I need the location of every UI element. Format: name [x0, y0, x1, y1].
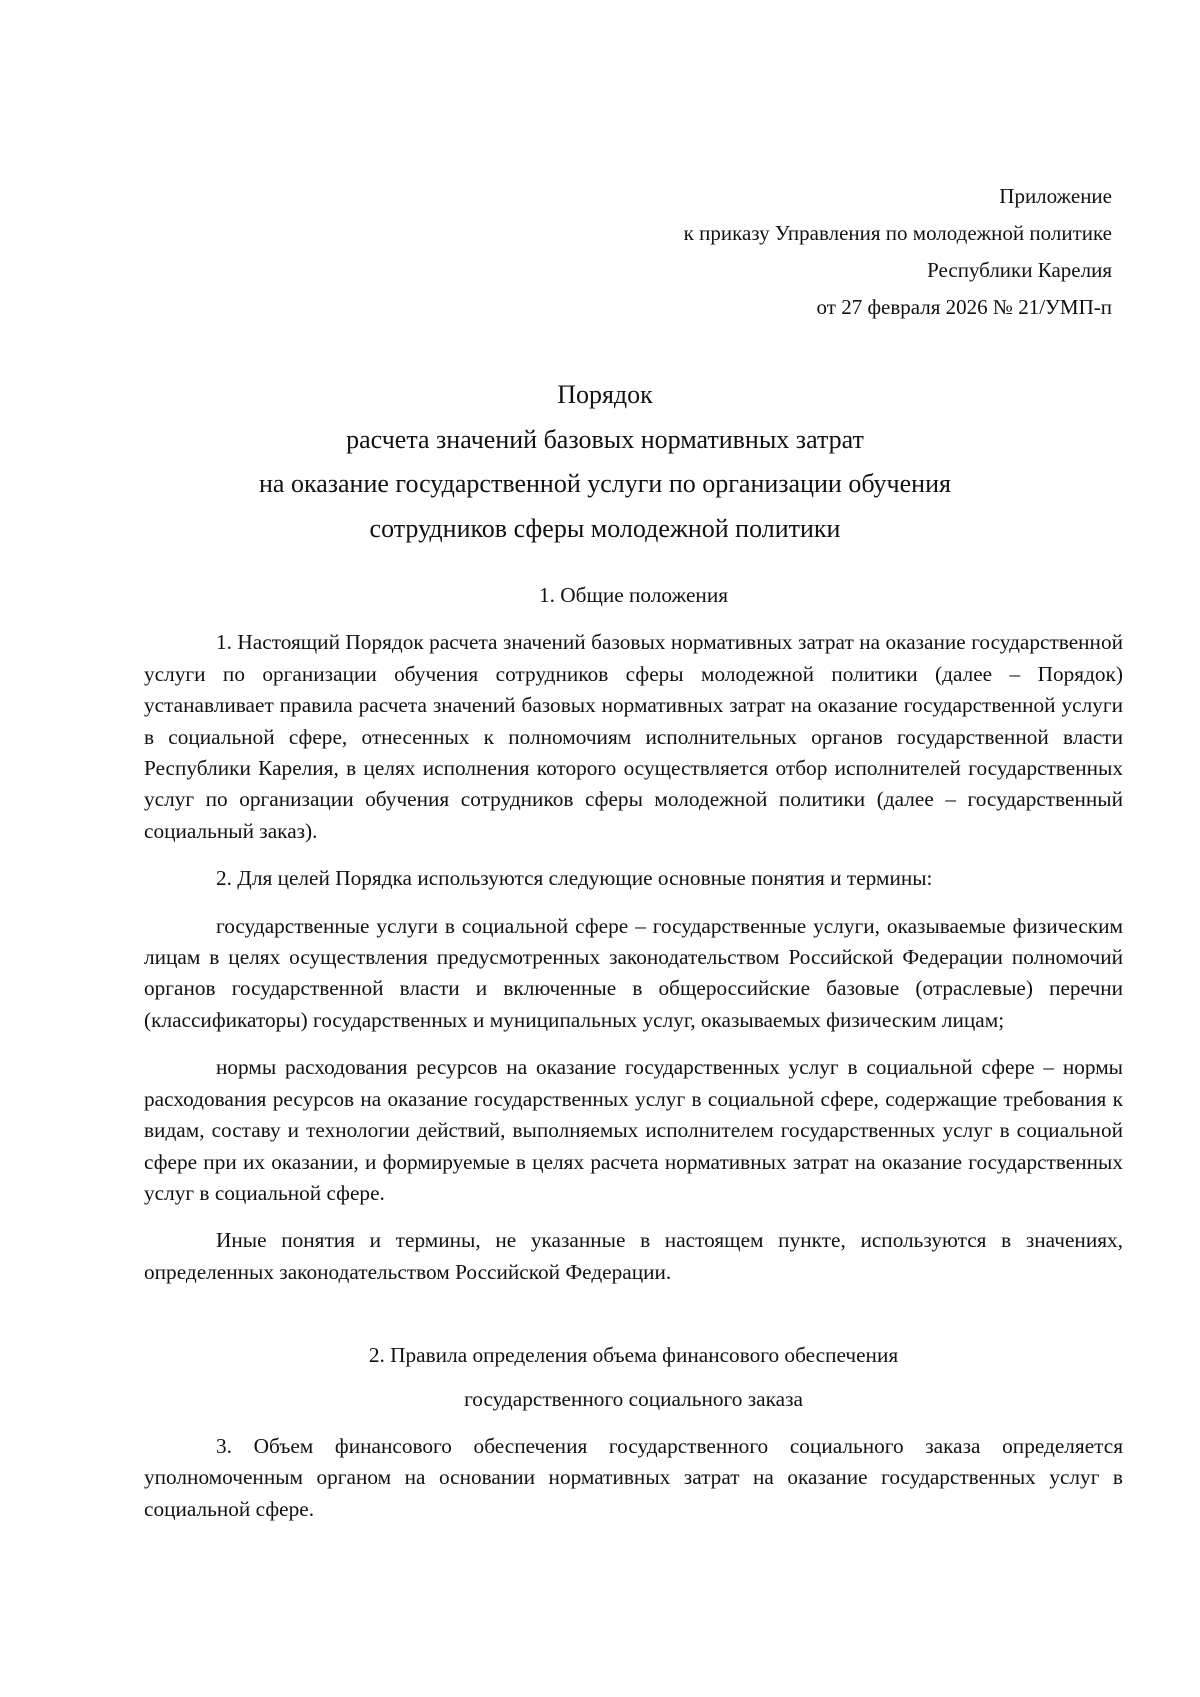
document-body [144, 580, 1123, 1525]
appendix-region: Республики Карелия [927, 258, 1112, 282]
section-1-paragraph-5: Иные понятия и термины, не указанные в настоящем пункте, используются в значениях, определенных законодательством Российской Федерации. [144, 1228, 1123, 1284]
appendix-header [684, 178, 1112, 326]
section-1-paragraph-1: 1. Настоящий Порядок расчета значений базовых нормативных затрат на оказание государственной услуги по организации обучения сотрудников сферы молодежной политики (далее – Порядок) устанавливает правила расчета значений базовых нормативных затрат на оказание государственной услуги в социальной сфере, отнесенных к полномочиям исполнительных органов государственной власти Республики Карелия, в целях исполнения которого осуществляется отбор исполнителей государственных услуг по организации обучения сотрудников сферы молодежной политики (далее – государственный социальный заказ). [144, 630, 1123, 843]
appendix-order-date-number: от 27 февраля 2026 № 21/УМП-п [816, 295, 1112, 319]
appendix-label: Приложение [999, 184, 1112, 208]
section-1-paragraph-3: государственные услуги в социальной сфере – государственные услуги, оказываемые физическим лицам в целях осуществления предусмотренных законодательством Российской Федерации полномочий органов государственной власти и включенные в общероссийские базовые (отраслевые) перечни (классификаторы) государственных и муниципальных услуг, оказываемых физическим лицам; [144, 913, 1123, 1032]
section-2-paragraph-1: 3. Объем финансового обеспечения государственного социального заказа определяется уполномоченным органом на основании нормативных затрат на оказание государственных услуг в социальной сфере. [144, 1433, 1123, 1521]
section-1-heading: 1. Общие положения [538, 583, 729, 607]
title-line-3: на оказание государственной услуги по организации обучения [259, 469, 951, 498]
document-title [130, 373, 1080, 551]
section-1-paragraph-2: 2. Для целей Порядка используются следующие основные понятия и термины: [216, 866, 933, 891]
title-line-2: расчета значений базовых нормативных затрат [346, 424, 864, 454]
appendix-order-reference: к приказу Управления по молодежной политике [683, 221, 1112, 245]
section-2-heading-line-2: государственного социального заказа [464, 1386, 803, 1411]
section-1-paragraph-4: нормы расходования ресурсов на оказание государственных услуг в социальной сфере – нормы расходования ресурсов на оказание государственных услуг в социальной сфере, содержащие требования к видам, составу и технологии действий, выполняемых исполнителем государственных услуг в социальной сфере при их оказании, и формируемые в целях расчета нормативных затрат на оказание государственных услуг в социальной сфере. [144, 1055, 1123, 1205]
title-line-1: Порядок [557, 380, 653, 409]
section-2-heading-line-1: 2. Правила определения объема финансового обеспечения [368, 1343, 899, 1368]
title-line-4: сотрудников сферы молодежной политики [369, 513, 841, 543]
